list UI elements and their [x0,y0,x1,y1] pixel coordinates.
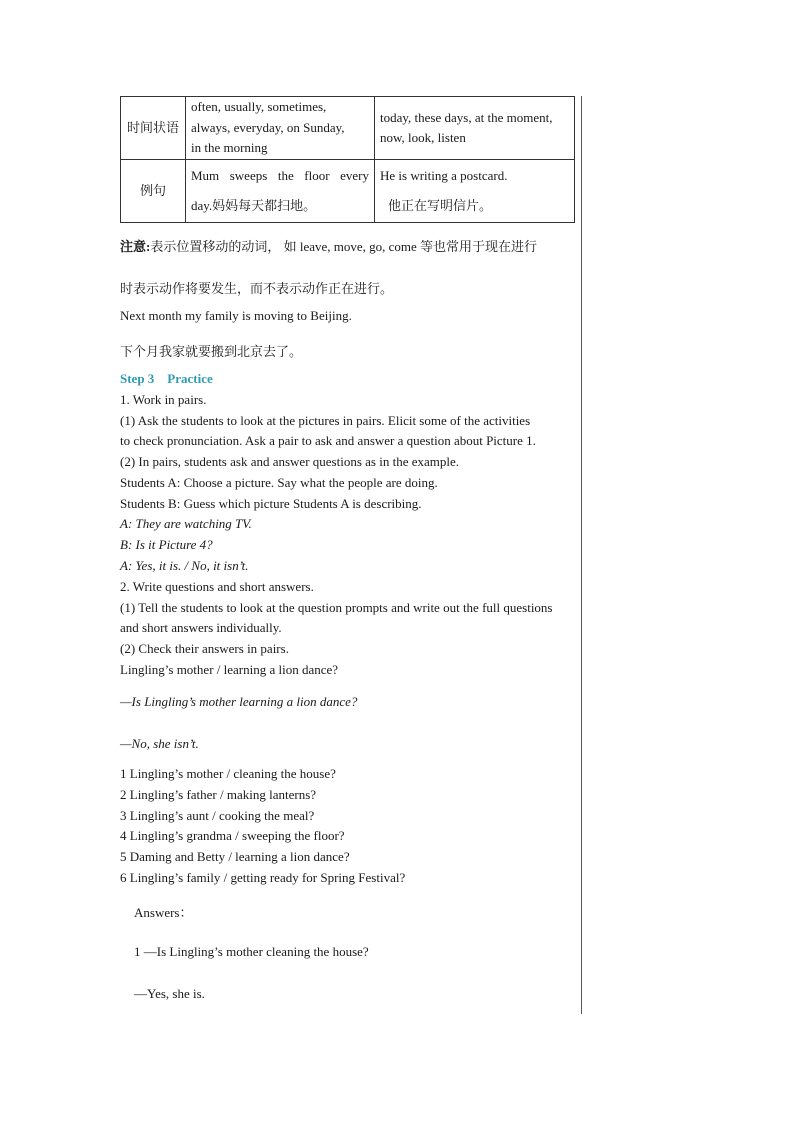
step-line: (1) Tell the students to look at the question prompts and write out the full questions [120,600,553,615]
dialog-line: A: Yes, it is. / No, it isn’t. [120,558,249,573]
example-answer: —No, she isn’t. [120,736,199,751]
cell-line: day.妈妈每天都扫地。 [191,198,317,213]
answers-label: Answers： [134,905,193,920]
step-line: Students A: Choose a picture. Say what the people are doing. [120,475,438,490]
dialog-line: B: Is it Picture 4? [120,537,213,552]
step-line: Lingling’s mother / learning a lion dance? [120,662,339,677]
cell-line: today, these days, at the moment, [380,109,553,125]
progressive-tense-cell [375,97,575,160]
table-row [121,160,575,223]
cell-line: often, usually, sometimes, [191,99,327,115]
cell-line: He is writing a postcard. [380,167,508,183]
prompt-item: 6 Lingling’s family / getting ready for Spring Festival? [120,870,406,885]
progressive-tense-cell [375,160,575,223]
simple-tense-cell [186,160,375,223]
prompt-item: 5 Daming and Betty / learning a lion dance? [120,849,350,864]
cell-line: now, look, listen [380,130,466,145]
step-line: 1. Work in pairs. [120,392,207,407]
row-header: 时间状语 [121,97,186,160]
cell-line: always, everyday, on Sunday, [191,119,345,135]
dialog-line: A: They are watching TV. [120,516,252,531]
step-line: (1) Ask the students to look at the pictures in pairs. Elicit some of the activities [120,413,531,428]
margin-rule [581,96,582,1014]
step-line: Students B: Guess which picture Students A is describing. [120,496,422,511]
cell-line: Mum sweeps the floor every [191,167,369,183]
note-text: 表示位置移动的动词， 如 leave, move, go, come 等也常用于现在进行 [150,239,538,254]
note-example-en: Next month my family is moving to Beijing. [120,308,352,323]
step-line: and short answers individually. [120,620,282,635]
cell-line: in the morning [191,140,268,156]
prompt-item: 3 Lingling’s aunt / cooking the meal? [120,808,315,823]
note-example-zh: 下个月我家就要搬到北京去了。 [120,344,303,359]
step-line: (2) Check their answers in pairs. [120,641,289,656]
note-line-1 [120,236,537,255]
step-line: to check pronunciation. Ask a pair to ask and answer a question about Picture 1. [120,433,536,448]
answer-reply: —Yes, she is. [134,986,205,1001]
prompt-item: 1 Lingling’s mother / cleaning the house? [120,766,336,781]
row-header: 例句 [121,160,186,223]
example-question: —Is Lingling’s mother learning a lion dance? [120,694,358,709]
step-line: (2) In pairs, students ask and answer questions as in the example. [120,454,460,469]
note-line-2: 时表示动作将要发生，而不表示动作正在进行。 [120,281,394,296]
cell-line: 他正在写明信片。 [388,198,493,213]
step-heading: Step 3 Practice [120,371,213,386]
prompt-item: 4 Lingling’s grandma / sweeping the floor? [120,828,345,843]
answer-question: 1 —Is Lingling’s mother cleaning the house? [134,944,369,959]
table-row [121,97,575,160]
note-label: 注意: [120,239,151,254]
grammar-table [120,96,575,223]
simple-tense-cell [186,97,375,160]
step-line: 2. Write questions and short answers. [120,579,314,594]
prompt-item: 2 Lingling’s father / making lanterns? [120,787,317,802]
